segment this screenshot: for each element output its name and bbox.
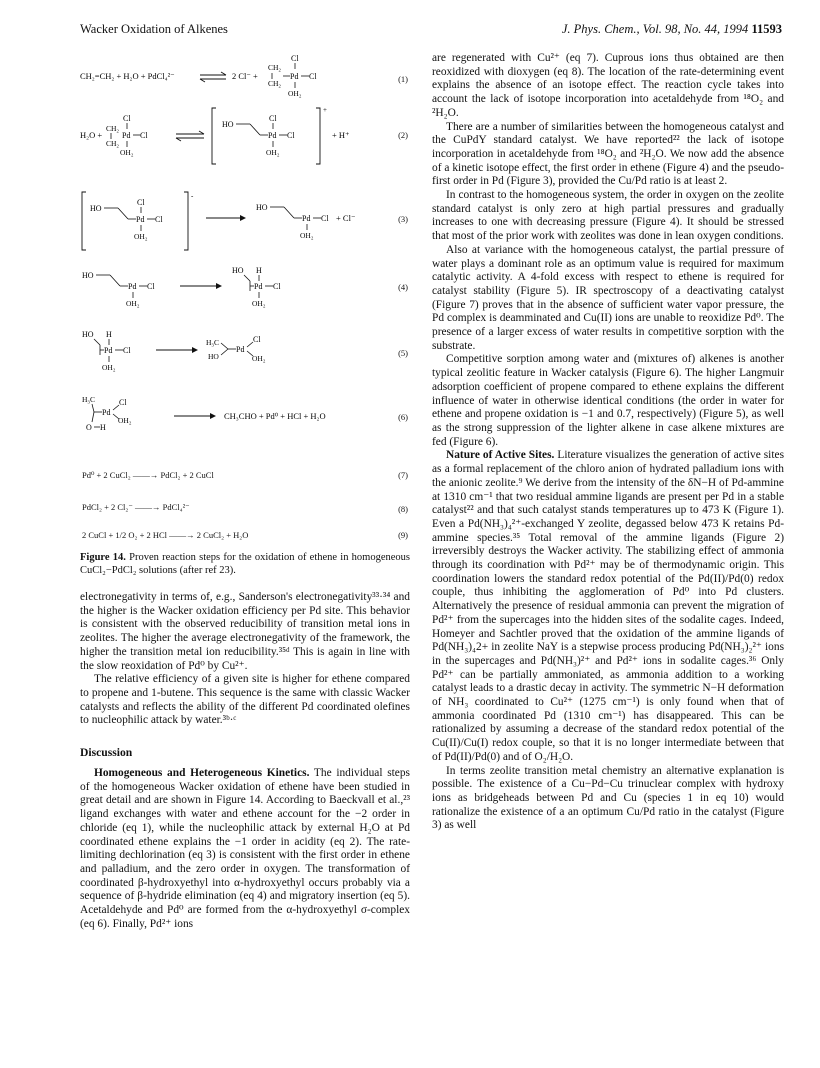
svg-text:Cl: Cl (119, 398, 127, 407)
svg-text:Pd: Pd (104, 346, 113, 355)
eq1-right: 2 Cl⁻ + (232, 71, 258, 81)
svg-text:Pd: Pd (302, 214, 311, 223)
svg-text:OH₂: OH₂ (252, 354, 266, 363)
eq8-number: (8) (398, 504, 408, 514)
svg-text:Cl: Cl (140, 131, 148, 140)
svg-text:Pd: Pd (290, 72, 299, 81)
page-number: 11593 (751, 22, 782, 36)
svg-text:OH₂: OH₂ (300, 231, 314, 240)
svg-text:Cl: Cl (123, 114, 131, 123)
eq2-left: H₂O + (80, 130, 103, 140)
svg-text:OH₂: OH₂ (102, 363, 116, 372)
eq2-number: (2) (398, 130, 408, 140)
equation-1-structure (80, 52, 380, 102)
eq3-number: (3) (398, 214, 408, 224)
subsection-heading: Nature of Active Sites. (446, 449, 555, 462)
svg-text:Pd: Pd (122, 131, 131, 140)
equation-7 (80, 464, 410, 488)
equation-6 (80, 390, 410, 446)
svg-text:Cl: Cl (309, 72, 317, 81)
eq6-right: CH₃CHO + Pd⁰ + HCl + H₂O (224, 411, 326, 421)
svg-text:Pd: Pd (268, 131, 277, 140)
eq7-text: Pd⁰ + 2 CuCl₂ ——→ PdCl₂ + 2 CuCl (82, 470, 214, 480)
paragraph: In terms zeolite transition metal chemistry an alternative explanation is possible. The existence of a Cu−Pd−Cu trinuclear complex with hydroxy ions as bridgeheads between Pd and Cu (species 1 in eq 10) would rationalize the existence of a an optimum Cu/Pd ratio in the catalyst (Figure 3) as well (432, 764, 784, 832)
svg-text:CH₂: CH₂ (106, 124, 120, 133)
equation-5 (80, 328, 410, 380)
equation-9 (80, 526, 410, 546)
svg-text:Cl: Cl (321, 214, 329, 223)
eq9-text: 2 CuCl + 1/2 O₂ + 2 HCl ——→ 2 CuCl₂ + H₂O (82, 530, 249, 540)
svg-text:H: H (106, 330, 112, 339)
svg-text:HO: HO (82, 330, 94, 339)
svg-text:HO: HO (256, 203, 268, 212)
svg-text:Pd: Pd (254, 282, 263, 291)
svg-text:CH₂: CH₂ (268, 79, 282, 88)
eq8-text: PdCl₂ + 2 Cl₂⁻ ——→ PdCl₄²⁻ (82, 502, 190, 512)
svg-text:Cl: Cl (155, 215, 163, 224)
svg-text:HO: HO (208, 352, 219, 361)
paragraph: There are a number of similarities between the homogeneous catalyst and the CuPdY standard catalyst. We have reported²² the lack of isotope incorporation in acetaldehyde from ¹⁸O₂ and ²H₂O. We now add the absence of a kinetic isotope effect, the first order in ethene (Figure 4) and the pseudo-first order in Pd (Figure 3), provided the Cu/Pd ratio is at least 2. (432, 120, 784, 188)
svg-text:OH₂: OH₂ (118, 416, 132, 425)
svg-text:-: - (191, 192, 194, 200)
svg-text:HO: HO (232, 266, 244, 275)
paragraph: electronegativity in terms of, e.g., Sanderson's electronegativity³³·³⁴ and the higher is the Wacker oxidation efficiency per Pd site. This behavior is consistent with the observed reducibility of transition metal ions in zeolites. The higher the average electronegativity of the framework, the higher the transition metal ion reducibility.³⁵ᵈ This is again in line with the slow reoxidation of Pd⁰ by Cu²⁺. (80, 591, 410, 672)
svg-text:Pd: Pd (102, 408, 111, 417)
paragraph: Homogeneous and Heterogeneous Kinetics. The individual steps of the homogeneous Wacker oxidation of ethene have been studied in great detail and are shown in Figure 14. According to Baeckvall et al.,²³ ligand exchanges with water and ethene account for the −2 order in chloride (eq 1), while the nucleophilic attack by external H₂O at Pd coordinated ethene explains the −1 order in acidity (eq 2). The rate-limiting dechlorination (eq 3) is consistent with the first order in ethene and palladium, and the zero order in oxygen. The transformation of coordinated β-hydroxyethyl into α-hydroxyethyl occurs probably via a sequence of β-hydride elimination (eq 4) and migratory insertion (eq 5). Acetaldehyde and Pd⁰ are formed from the α-hydroxyethyl σ-complex (eq 6). Finally, Pd²⁺ ions (80, 767, 410, 930)
svg-text:Cl: Cl (137, 198, 145, 207)
journal-name: J. Phys. Chem., Vol. 98, No. 44, 1994 (561, 22, 749, 36)
journal-citation (562, 22, 782, 37)
paragraph: The relative efficiency of a given site is higher for ethene compared to propene and 1-butene. This sequence is the same with classic Wacker catalysts and reflects the ability of the different Pd coordinated olefines to nucleophilic attack by water.³ᵇ·ᶜ (80, 673, 410, 727)
running-header: Wacker Oxidation of Alkenes (80, 22, 228, 36)
paragraph: Competitive sorption among water and (mixtures of) alkenes is another typical zeolitic feature in Wacker catalysis (Figure 6). The higher Langmuir adsorption coefficient of propene compared to ethene explains the different influence of water in otherwise identical conditions (the order in water for ethene and propene oxidation is −1 and 0.7, respectively) (Figure 5), as well as the strong suppression of the lighter alkene in case alkene mixtures are fed (Figure 6). (432, 353, 784, 448)
equation-6-structure (80, 390, 380, 446)
svg-text:Pd: Pd (128, 282, 137, 291)
svg-text:CH₂: CH₂ (106, 139, 120, 148)
svg-text:OH₂: OH₂ (252, 299, 266, 308)
figure-caption-text: Proven reaction steps for the oxidation of ethene in homogeneous CuCl₂−PdCl₂ solutions (after ref 23). (80, 552, 410, 576)
equation-8 (80, 496, 410, 520)
paragraph: Nature of Active Sites. Literature visualizes the generation of active sites as a formal replacement of the chloro anion of hydrated palladium ions with the anionic zeolite.⁹ We derive from the intensity of the δN−H of Pd-ammine at 1310 cm⁻¹ that two residual ammine ligands are present per Pd in a stable catalyst²² and that such catalyst stands temperatures up to 473 K (Figure 1). Even a Pd(NH₃)₄²⁺-exchanged Y zeolite, degassed below 473 K retains Pd-ammine species.³⁵ Total removal of the ammine ligands (Figure 2) irreversibly destroys the Wacker activity. The stabilizing effect of ammonia through its coordination with Pd²⁺ may be of thermodynamic origin. This coordination lowers the standard redox potential of the Pd(II)/Pd(0) redox couple, thus inhibiting the agglomeration of Pd⁰ into Pd clusters. Alternatively the presence of residual ammonia can prevent the migration of Pd²⁺ from the supercages into the hidden sites of the sodalite cages. Indeed, Homeyer and Sachtler proved that the oxidation of the ammine ligands of Pd(NH₃)₄2+ in zeolite NaY is a stepwise process producing Pd(NH₃)₂²⁺ ions in the supercages and Pd(NH₃)²⁺ and Pd²⁺ ions in sodalite cages.³⁶ Only Pd²⁺ can be partially ammoniated, as ammonia addition to a working catalyst leads to a drastic decay in activity. The symmetric N−H deformation of NH₃ coordinated to Cu²⁺ (1275 cm⁻¹) is only found when that of ammonia coordinated Pd (1310 cm⁻¹) has disappeared. This can be rationalized by assuming a decrease of the standard redox potential of the Cu(II)/Cu(I) redox couple, so that it is no longer intermediate between that of Pd(II)/Pd(0) and of O₂/H₂O. (432, 449, 785, 763)
eq3-right: + Cl⁻ (336, 213, 356, 223)
svg-text:OH₂: OH₂ (120, 148, 134, 157)
svg-text:H₃C: H₃C (206, 338, 220, 347)
equation-1 (80, 52, 410, 102)
svg-text:Cl: Cl (287, 131, 295, 140)
svg-text:Cl: Cl (291, 54, 299, 63)
svg-text:CH₂: CH₂ (268, 63, 282, 72)
svg-text:Pd: Pd (136, 215, 145, 224)
figure-14-caption (80, 552, 410, 577)
paragraph: are regenerated with Cu²⁺ (eq 7). Cuprous ions thus obtained are then reoxidized with dioxygen (eq 8). The location of the rate-determining event explains the absence of an isotope effect. The reaction cycle takes into account the lack of isotope incorporation into acetaldehyde from ¹⁸O₂ and ²H₂O. (432, 52, 784, 119)
svg-text:O: O (86, 423, 92, 432)
equation-3-structure (80, 188, 380, 254)
eq6-number: (6) (398, 412, 408, 422)
paragraph: In contrast to the homogeneous system, the order in oxygen on the zeolite standard catalyst is only zero at high partial pressures and gradually increases to one with decreasing pressure (Figure 4). It should be stressed that most of the prior work with zeolites was done in lean oxygen conditions. (432, 189, 784, 243)
paragraph: Also at variance with the homogeneous catalyst, the partial pressure of water plays a dominant role as an optimum value is required for maximum catalytic activity. A 4-fold excess with respect to ethene is required for catalyst stability (Figure 5). IR spectroscopy of a deactivating catalyst (Figure 7) proves that in the absence of sufficient water vapor pressure, the Pd complex is deamminated and Cu(II) ions are unable to reoxidize Pd⁰. The presence of a larger excess of water results in competitive sorption with the substrate. (432, 243, 784, 352)
right-column (432, 52, 784, 833)
equation-4 (80, 264, 410, 318)
svg-text:H₃C: H₃C (82, 395, 96, 404)
eq7-number: (7) (398, 470, 408, 480)
svg-text:HO: HO (90, 204, 102, 213)
svg-text:Cl: Cl (147, 282, 155, 291)
equation-2 (80, 102, 410, 170)
eq5-number: (5) (398, 348, 408, 358)
figure-label: Figure 14. (80, 552, 126, 563)
svg-text:Cl: Cl (273, 282, 281, 291)
svg-text:OH₂: OH₂ (134, 232, 148, 241)
svg-text:H: H (100, 423, 106, 432)
eq4-number: (4) (398, 282, 408, 292)
eq2-right: + H⁺ (332, 130, 350, 140)
equation-4-structure (80, 264, 380, 318)
equation-3 (80, 188, 410, 254)
svg-text:OH₂: OH₂ (126, 299, 140, 308)
eq9-number: (9) (398, 530, 408, 540)
left-column (80, 52, 410, 931)
svg-text:Cl: Cl (123, 346, 131, 355)
eq1-left: CH₂=CH₂ + H₂O + PdCl₄²⁻ (80, 71, 175, 81)
svg-text:+: + (323, 106, 327, 114)
equation-5-structure (80, 328, 380, 380)
svg-text:OH₂: OH₂ (266, 148, 280, 157)
eq1-number: (1) (398, 74, 408, 84)
equation-2-structure (80, 102, 380, 170)
svg-text:HO: HO (82, 271, 94, 280)
svg-text:HO: HO (222, 120, 234, 129)
svg-text:H: H (256, 266, 262, 275)
svg-text:Pd: Pd (236, 345, 245, 354)
svg-text:Cl: Cl (269, 114, 277, 123)
svg-text:OH₂: OH₂ (288, 89, 302, 98)
section-heading: Discussion (80, 746, 133, 760)
subsection-heading: Homogeneous and Heterogeneous Kinetics. (94, 767, 310, 780)
svg-text:Cl: Cl (253, 335, 261, 344)
